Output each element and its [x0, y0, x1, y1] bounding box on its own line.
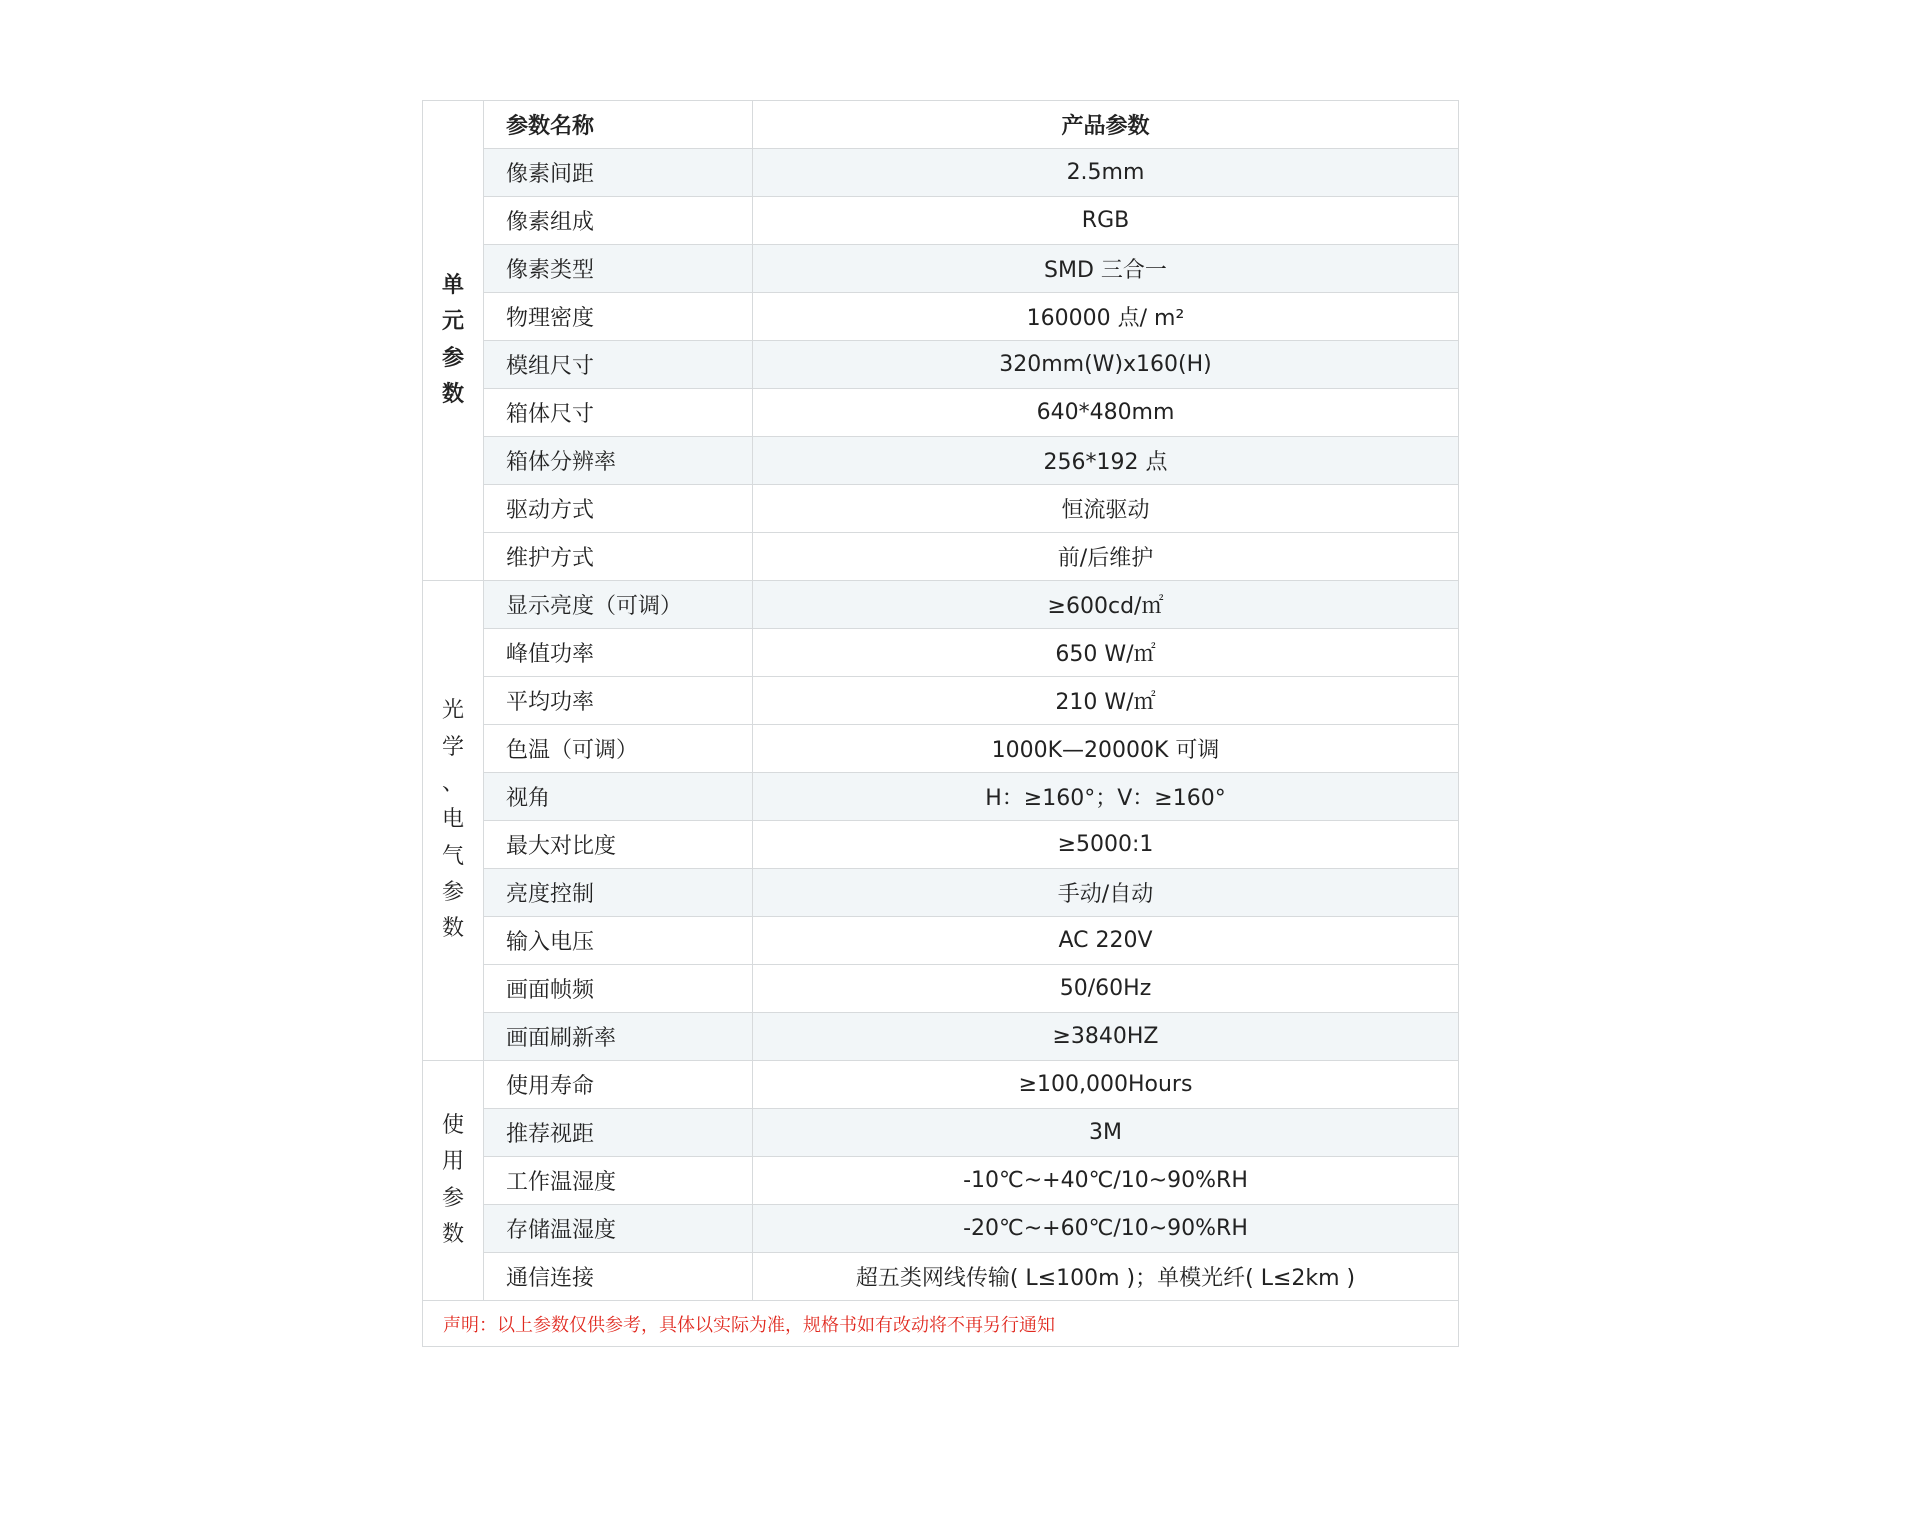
param-name: 视角 [484, 773, 753, 821]
param-value: ≥100,000Hours [753, 1061, 1459, 1109]
table-row [423, 1109, 1459, 1157]
table-row [423, 821, 1459, 869]
table-row [423, 1157, 1459, 1205]
param-value: ≥3840HZ [753, 1013, 1459, 1061]
header-name: 参数名称 [484, 101, 753, 149]
table-row [423, 149, 1459, 197]
param-name: 物理密度 [484, 293, 753, 341]
table-row [423, 437, 1459, 485]
table-row [423, 917, 1459, 965]
group-label-unit: 单 元 参 数 [423, 101, 484, 581]
param-value: 恒流驱动 [753, 485, 1459, 533]
table-row [423, 1205, 1459, 1253]
param-value: 50/60Hz [753, 965, 1459, 1013]
param-name: 模组尺寸 [484, 341, 753, 389]
table-row [423, 581, 1459, 629]
param-name: 画面刷新率 [484, 1013, 753, 1061]
param-value: ≥600cd/㎡ [753, 581, 1459, 629]
param-name: 像素间距 [484, 149, 753, 197]
param-name: 驱动方式 [484, 485, 753, 533]
table-row [423, 389, 1459, 437]
param-value: 320mm(W)x160(H) [753, 341, 1459, 389]
param-name: 推荐视距 [484, 1109, 753, 1157]
param-value: SMD 三合一 [753, 245, 1459, 293]
param-value: -20℃~+60℃/10~90%RH [753, 1205, 1459, 1253]
param-name: 像素类型 [484, 245, 753, 293]
param-value: 3M [753, 1109, 1459, 1157]
param-name: 箱体尺寸 [484, 389, 753, 437]
table-row [423, 869, 1459, 917]
param-name: 亮度控制 [484, 869, 753, 917]
param-name: 平均功率 [484, 677, 753, 725]
param-value: 前/后维护 [753, 533, 1459, 581]
param-value: ≥5000:1 [753, 821, 1459, 869]
param-name: 像素组成 [484, 197, 753, 245]
table-row [423, 533, 1459, 581]
param-name: 色温（可调） [484, 725, 753, 773]
param-value: H：≥160°；V：≥160° [753, 773, 1459, 821]
param-name: 箱体分辨率 [484, 437, 753, 485]
param-value: 210 W/㎡ [753, 677, 1459, 725]
param-name: 峰值功率 [484, 629, 753, 677]
group-label-usage: 使 用 参 数 [423, 1061, 484, 1301]
param-name: 画面帧频 [484, 965, 753, 1013]
param-value: 2.5mm [753, 149, 1459, 197]
param-value: 160000 点/ m² [753, 293, 1459, 341]
table-header-row [423, 101, 1459, 149]
group-label-optical: 光 学 、 电 气 参 数 [423, 581, 484, 1061]
param-value: 640*480mm [753, 389, 1459, 437]
param-value: 手动/自动 [753, 869, 1459, 917]
param-value: RGB [753, 197, 1459, 245]
table-row [423, 965, 1459, 1013]
param-name: 最大对比度 [484, 821, 753, 869]
table-row [423, 1013, 1459, 1061]
param-name: 工作温湿度 [484, 1157, 753, 1205]
param-name: 使用寿命 [484, 1061, 753, 1109]
table-row [423, 485, 1459, 533]
table-row [423, 1061, 1459, 1109]
table-row [423, 629, 1459, 677]
param-name: 显示亮度（可调） [484, 581, 753, 629]
param-name: 维护方式 [484, 533, 753, 581]
param-value: -10℃~+40℃/10~90%RH [753, 1157, 1459, 1205]
table-row [423, 197, 1459, 245]
param-value: 超五类网线传输( L≤100m )；单模光纤( L≤2km ) [753, 1253, 1459, 1301]
param-name: 输入电压 [484, 917, 753, 965]
table-row [423, 245, 1459, 293]
param-value: 256*192 点 [753, 437, 1459, 485]
disclaimer-text: 声明：以上参数仅供参考，具体以实际为准，规格书如有改动将不再另行通知 [423, 1301, 1459, 1347]
disclaimer-row [423, 1301, 1459, 1347]
table-row [423, 341, 1459, 389]
table-row [423, 725, 1459, 773]
param-value: AC 220V [753, 917, 1459, 965]
table-row [423, 293, 1459, 341]
table-row [423, 773, 1459, 821]
param-value: 650 W/㎡ [753, 629, 1459, 677]
param-value: 1000K—20000K 可调 [753, 725, 1459, 773]
header-value: 产品参数 [753, 101, 1459, 149]
table-row [423, 677, 1459, 725]
table-row [423, 1253, 1459, 1301]
spec-table [422, 100, 1459, 1347]
param-name: 存储温湿度 [484, 1205, 753, 1253]
param-name: 通信连接 [484, 1253, 753, 1301]
